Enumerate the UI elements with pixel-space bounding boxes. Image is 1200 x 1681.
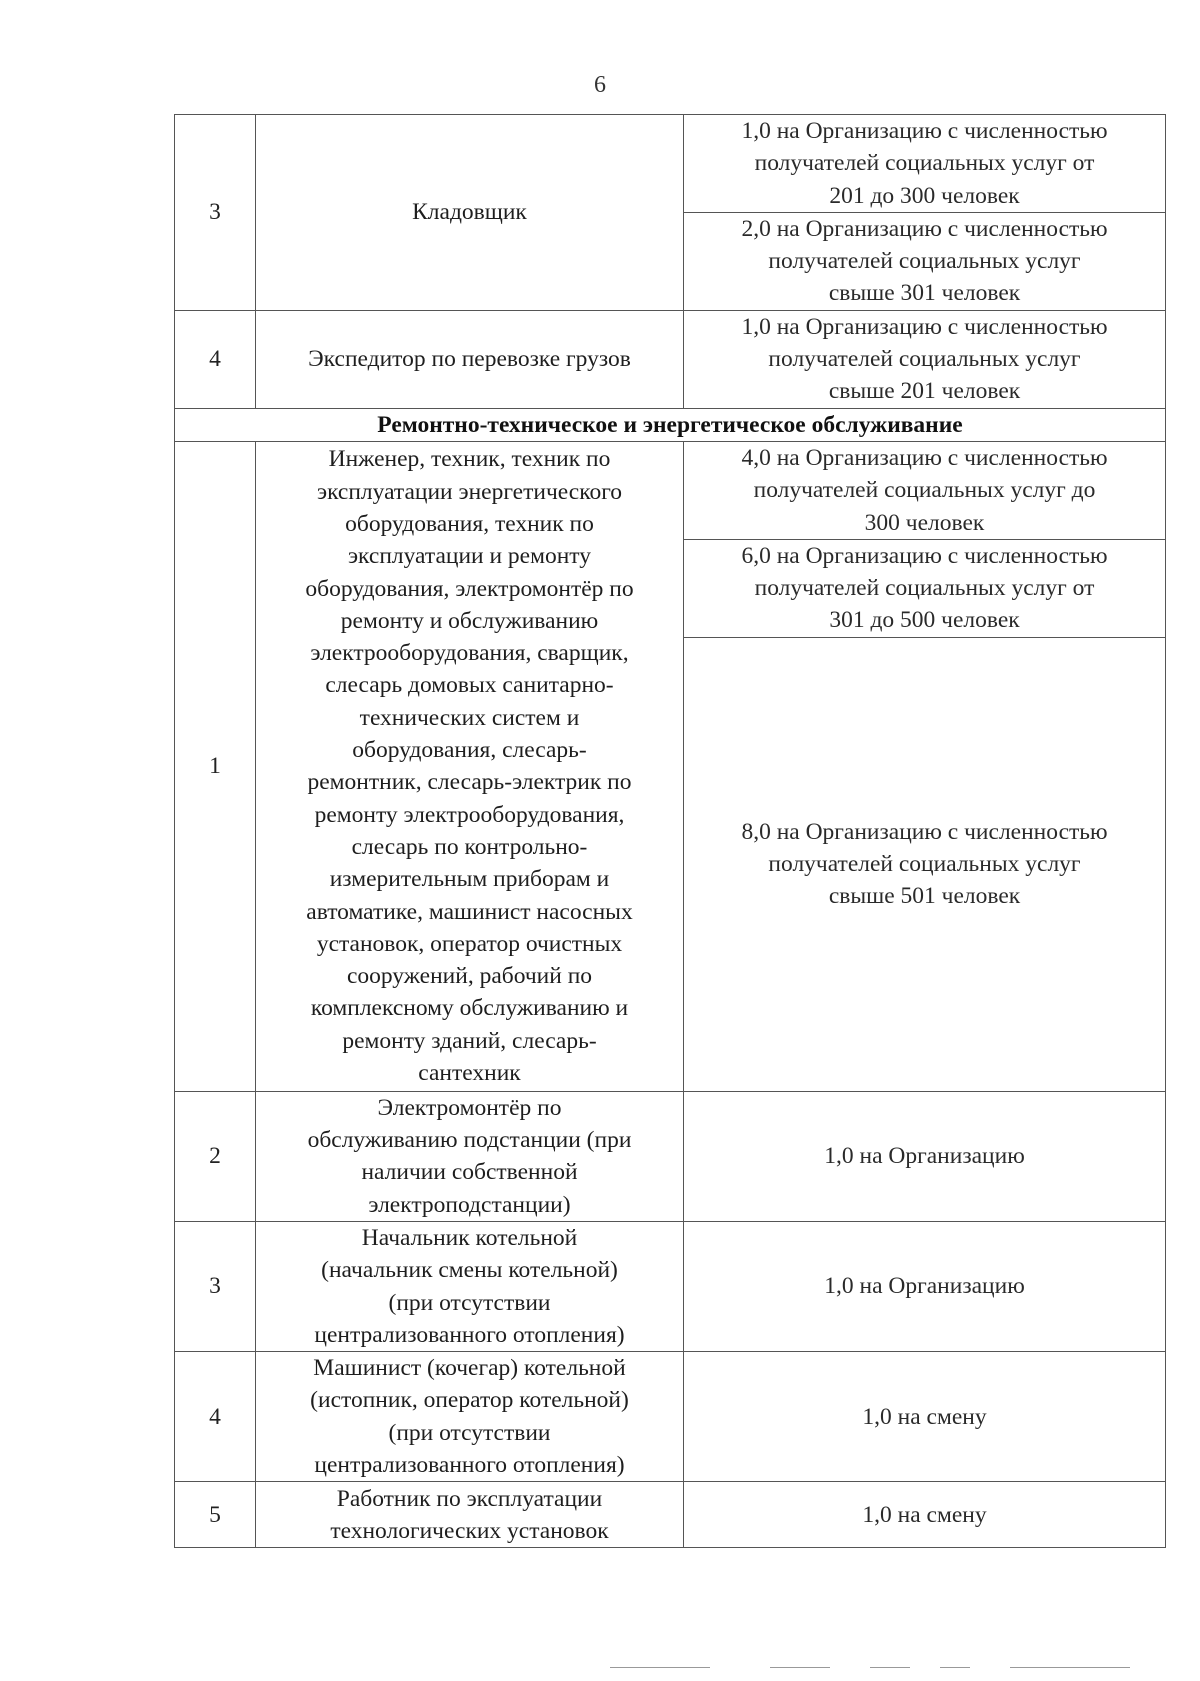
- table-row: [175, 1221, 1166, 1351]
- row-number: 1: [175, 441, 256, 1091]
- staffing-norm: 1,0 на Организацию с численностью получателей социальных услуг от 201 до 300 человек: [684, 115, 1166, 213]
- staffing-norm: 1,0 на Организацию с численностью получателей социальных услуг свыше 201 человек: [684, 310, 1166, 408]
- table-row: [175, 1482, 1166, 1548]
- position-name: Кладовщик: [256, 115, 684, 311]
- position-name: Инженер, техник, техник по эксплуатации энергетического оборудования, техник по эксплуатации и ремонту оборудования, электромонтёр по ремонту и обслуживанию электрооборудования, сварщик, слесарь домовых санитарно- технических систем и оборудования, слесарь- ремонтник, слесарь-электрик по ремонту электрооборудования, слесарь по контрольно- измерительным приборам и автоматике, машинист насосных установок, оператор очистных сооружений, рабочий по комплексному обслуживанию и ремонту зданий, слесарь- сантехник: [256, 441, 684, 1091]
- table-row: [175, 115, 1166, 213]
- position-name: Экспедитор по перевозке грузов: [256, 310, 684, 408]
- staffing-table: [174, 114, 1166, 1548]
- staffing-norm: 1,0 на смену: [684, 1482, 1166, 1548]
- staffing-norm: 1,0 на смену: [684, 1352, 1166, 1482]
- staffing-norm: 8,0 на Организацию с численностью получателей социальных услуг свыше 501 человек: [684, 637, 1166, 1091]
- table-row: [175, 1352, 1166, 1482]
- position-name: Работник по эксплуатации технологических установок: [256, 1482, 684, 1548]
- position-name: Электромонтёр по обслуживанию подстанции (при наличии собственной электроподстанции): [256, 1091, 684, 1221]
- row-number: 5: [175, 1482, 256, 1548]
- staffing-norm: 6,0 на Организацию с численностью получателей социальных услуг от 301 до 500 человек: [684, 539, 1166, 637]
- row-number: 4: [175, 310, 256, 408]
- staffing-norm: 1,0 на Организацию: [684, 1221, 1166, 1351]
- row-number: 3: [175, 1221, 256, 1351]
- scan-footer-lines: [610, 1667, 1200, 1671]
- position-name: Машинист (кочегар) котельной (истопник, оператор котельной) (при отсутствии централизованного отопления): [256, 1352, 684, 1482]
- staffing-norm: 1,0 на Организацию: [684, 1091, 1166, 1221]
- section-header-row: [175, 408, 1166, 441]
- staffing-norm: 2,0 на Организацию с численностью получателей социальных услуг свыше 301 человек: [684, 212, 1166, 310]
- section-title: Ремонтно-техническое и энергетическое обслуживание: [175, 408, 1166, 441]
- row-number: 2: [175, 1091, 256, 1221]
- table-row: [175, 1091, 1166, 1221]
- staffing-norm: 4,0 на Организацию с численностью получателей социальных услуг до 300 человек: [684, 441, 1166, 539]
- row-number: 3: [175, 115, 256, 311]
- table-row: [175, 310, 1166, 408]
- page-number: 6: [594, 72, 606, 98]
- row-number: 4: [175, 1352, 256, 1482]
- table-row: [175, 441, 1166, 539]
- position-name: Начальник котельной (начальник смены котельной) (при отсутствии централизованного отопления): [256, 1221, 684, 1351]
